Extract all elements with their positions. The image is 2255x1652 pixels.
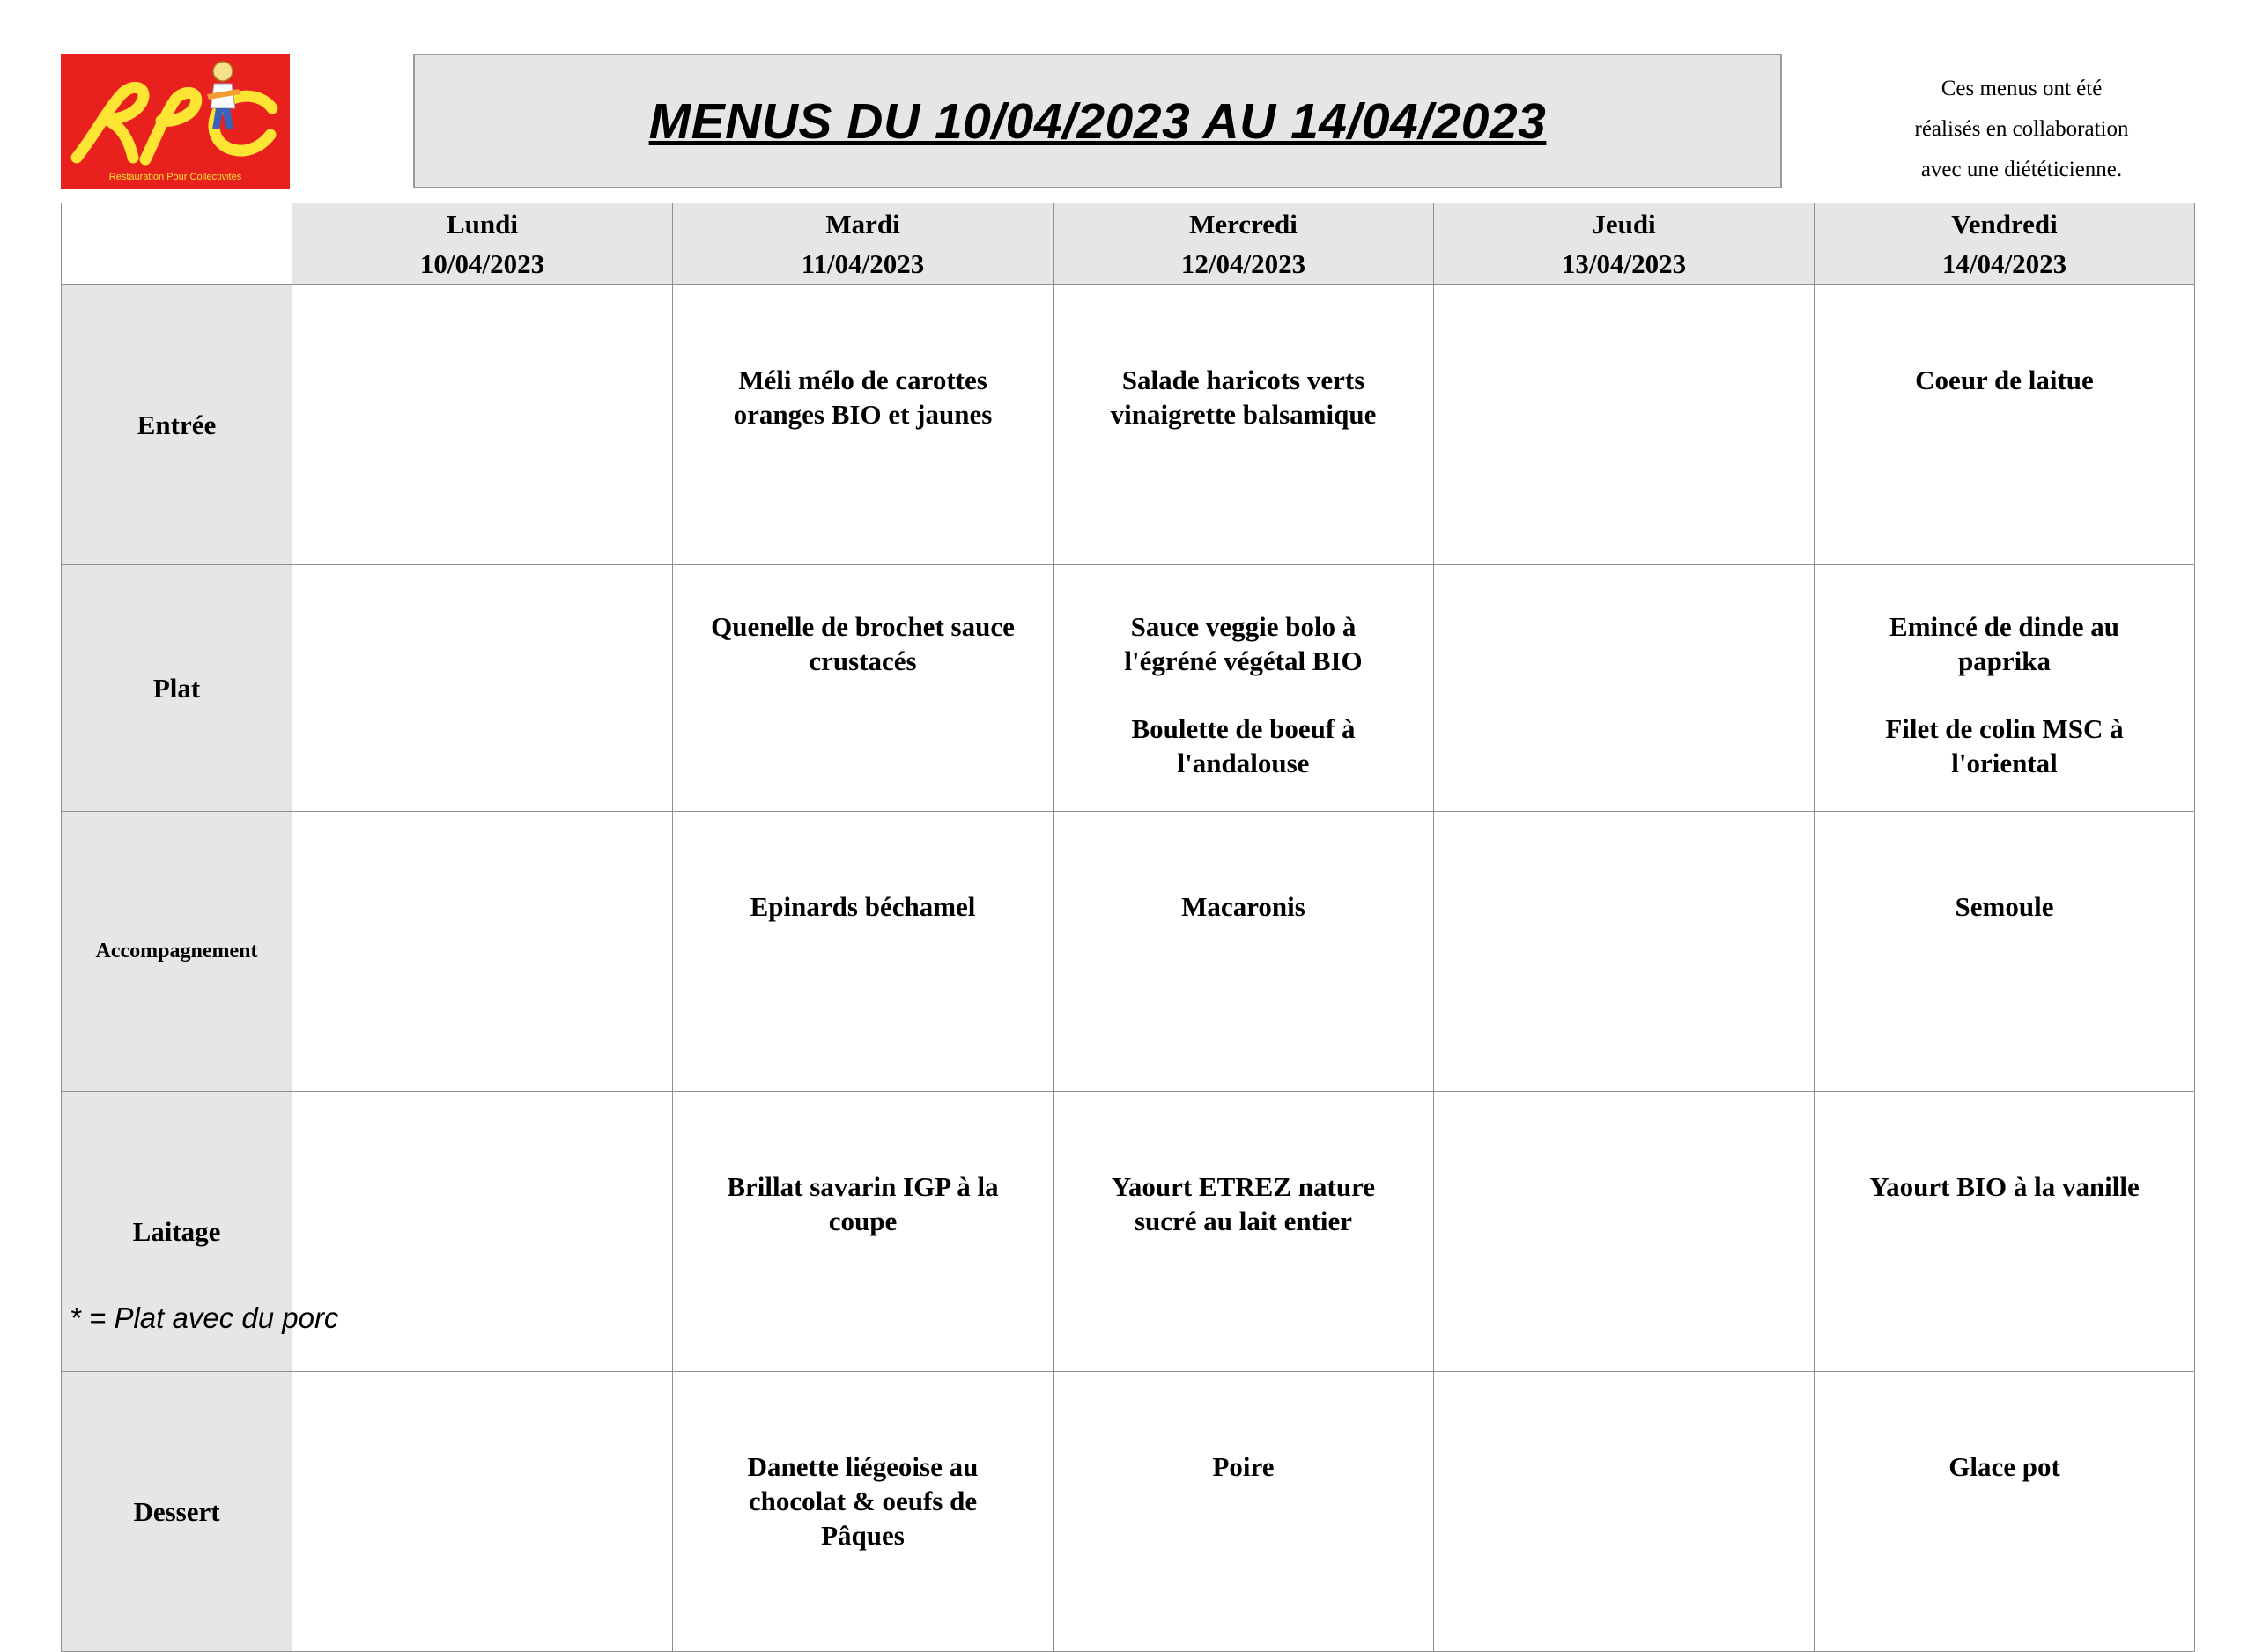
dish-line: chocolat & oeufs de [748, 1486, 978, 1516]
day-date: 13/04/2023 [1561, 248, 1687, 279]
dish-line: Salade haricots verts [1121, 365, 1365, 395]
menu-cell [1434, 565, 1815, 812]
dish-line: l'égréné végétal BIO [1124, 645, 1363, 676]
dish-line: Coeur de laitue [1915, 365, 2094, 395]
menu-cell [673, 812, 1054, 1092]
menu-cell [673, 1372, 1054, 1652]
collaboration-line: réalisés en collaboration [1914, 117, 2129, 141]
rpc-logo-graphic [61, 54, 290, 189]
menu-cell [292, 812, 673, 1092]
dish-line: Sauce veggie bolo à [1130, 611, 1357, 642]
day-header-row [62, 203, 2195, 285]
day-name: Vendredi [1951, 209, 2058, 240]
menu-cell [673, 565, 1054, 812]
menu-cell [292, 565, 673, 812]
logo-subtitle: Restauration Pour Collectivités [108, 172, 242, 182]
dish-line: Méli mélo de carottes [738, 365, 987, 395]
menu-cell [1815, 812, 2195, 1092]
course-label: Laitage [62, 1092, 292, 1372]
dish-line: Pâques [821, 1520, 905, 1551]
menu-cell [1434, 1372, 1815, 1652]
menu-table [61, 203, 2195, 1652]
dish-line: vinaigrette balsamique [1110, 399, 1377, 430]
dish-line: Epinards béchamel [750, 891, 976, 922]
menu-cell [673, 285, 1054, 565]
dish-line: Quenelle de brochet sauce [711, 611, 1015, 642]
menu-cell [1054, 1372, 1434, 1652]
dish-line: l'oriental [1951, 748, 2058, 778]
dish-line: Yaourt ETREZ nature [1111, 1171, 1376, 1202]
dish-line: Boulette de boeuf à [1131, 713, 1356, 744]
dish-line: l'andalouse [1177, 748, 1310, 778]
footnote: * = Plat avec du porc [70, 1302, 339, 1334]
dish-line: Filet de colin MSC à [1885, 713, 2124, 744]
day-header [673, 203, 1054, 285]
menu-cell [1434, 285, 1815, 565]
day-name: Lundi [446, 209, 518, 240]
day-date: 12/04/2023 [1180, 248, 1306, 279]
collaboration-line: avec une diététicienne. [1920, 158, 2123, 181]
menu-cell [1434, 1092, 1815, 1372]
course-label: Dessert [62, 1372, 292, 1652]
menu-cell [1815, 285, 2195, 565]
dish-line: crustacés [809, 645, 917, 676]
menu-cell [1054, 565, 1434, 812]
dish-line: Poire [1212, 1451, 1275, 1482]
menu-cell [292, 285, 673, 565]
day-name: Mardi [825, 209, 900, 240]
day-header [1815, 203, 2195, 285]
page-title: MENUS DU 10/04/2023 AU 14/04/2023 [648, 92, 1547, 150]
menu-cell [673, 1092, 1054, 1372]
menu-cell [292, 1092, 673, 1372]
menu-cell [1815, 1092, 2195, 1372]
day-date: 10/04/2023 [419, 248, 545, 279]
corner-cell [62, 203, 292, 285]
menu-cell [1434, 812, 1815, 1092]
dish-line: Yaourt BIO à la vanille [1869, 1171, 2140, 1202]
dish-line: Danette liégeoise au [747, 1451, 979, 1482]
course-label: Entrée [62, 285, 292, 565]
menu-cell [1054, 1092, 1434, 1372]
day-header [1434, 203, 1815, 285]
dish-line: oranges BIO et jaunes [733, 399, 993, 430]
day-name: Mercredi [1189, 209, 1298, 240]
dish-line: Macaronis [1181, 891, 1305, 922]
menu-row [62, 1372, 2195, 1652]
menu-cell [1815, 1372, 2195, 1652]
rpc-logo [61, 54, 290, 189]
dish-line: coupe [828, 1206, 898, 1236]
menu-cell [1054, 812, 1434, 1092]
day-header [292, 203, 673, 285]
menu-row [62, 812, 2195, 1092]
course-label: Plat [62, 565, 292, 812]
dish-line: Semoule [1955, 891, 2054, 922]
collaboration-line: Ces menus ont été [1941, 77, 2103, 100]
menu-row [62, 565, 2195, 812]
day-date: 14/04/2023 [1941, 248, 2067, 279]
menu-row [62, 1092, 2195, 1372]
dish-line: Brillat savarin IGP à la [727, 1171, 999, 1202]
day-date: 11/04/2023 [801, 248, 925, 279]
dish-line: paprika [1957, 645, 2052, 676]
dish-line: Glace pot [1948, 1451, 2060, 1482]
menu-row [62, 285, 2195, 565]
day-name: Jeudi [1592, 209, 1656, 240]
menu-cell [292, 1372, 673, 1652]
dish-line: Emincé de dinde au [1889, 611, 2119, 642]
day-header [1054, 203, 1434, 285]
menu-cell [1815, 565, 2195, 812]
title-banner [413, 54, 1782, 188]
course-label: Accompagnement [62, 812, 292, 1092]
dish-line: sucré au lait entier [1134, 1206, 1353, 1236]
collaboration-note [1837, 69, 2207, 190]
menu-cell [1054, 285, 1434, 565]
menu-body [62, 285, 2195, 1652]
